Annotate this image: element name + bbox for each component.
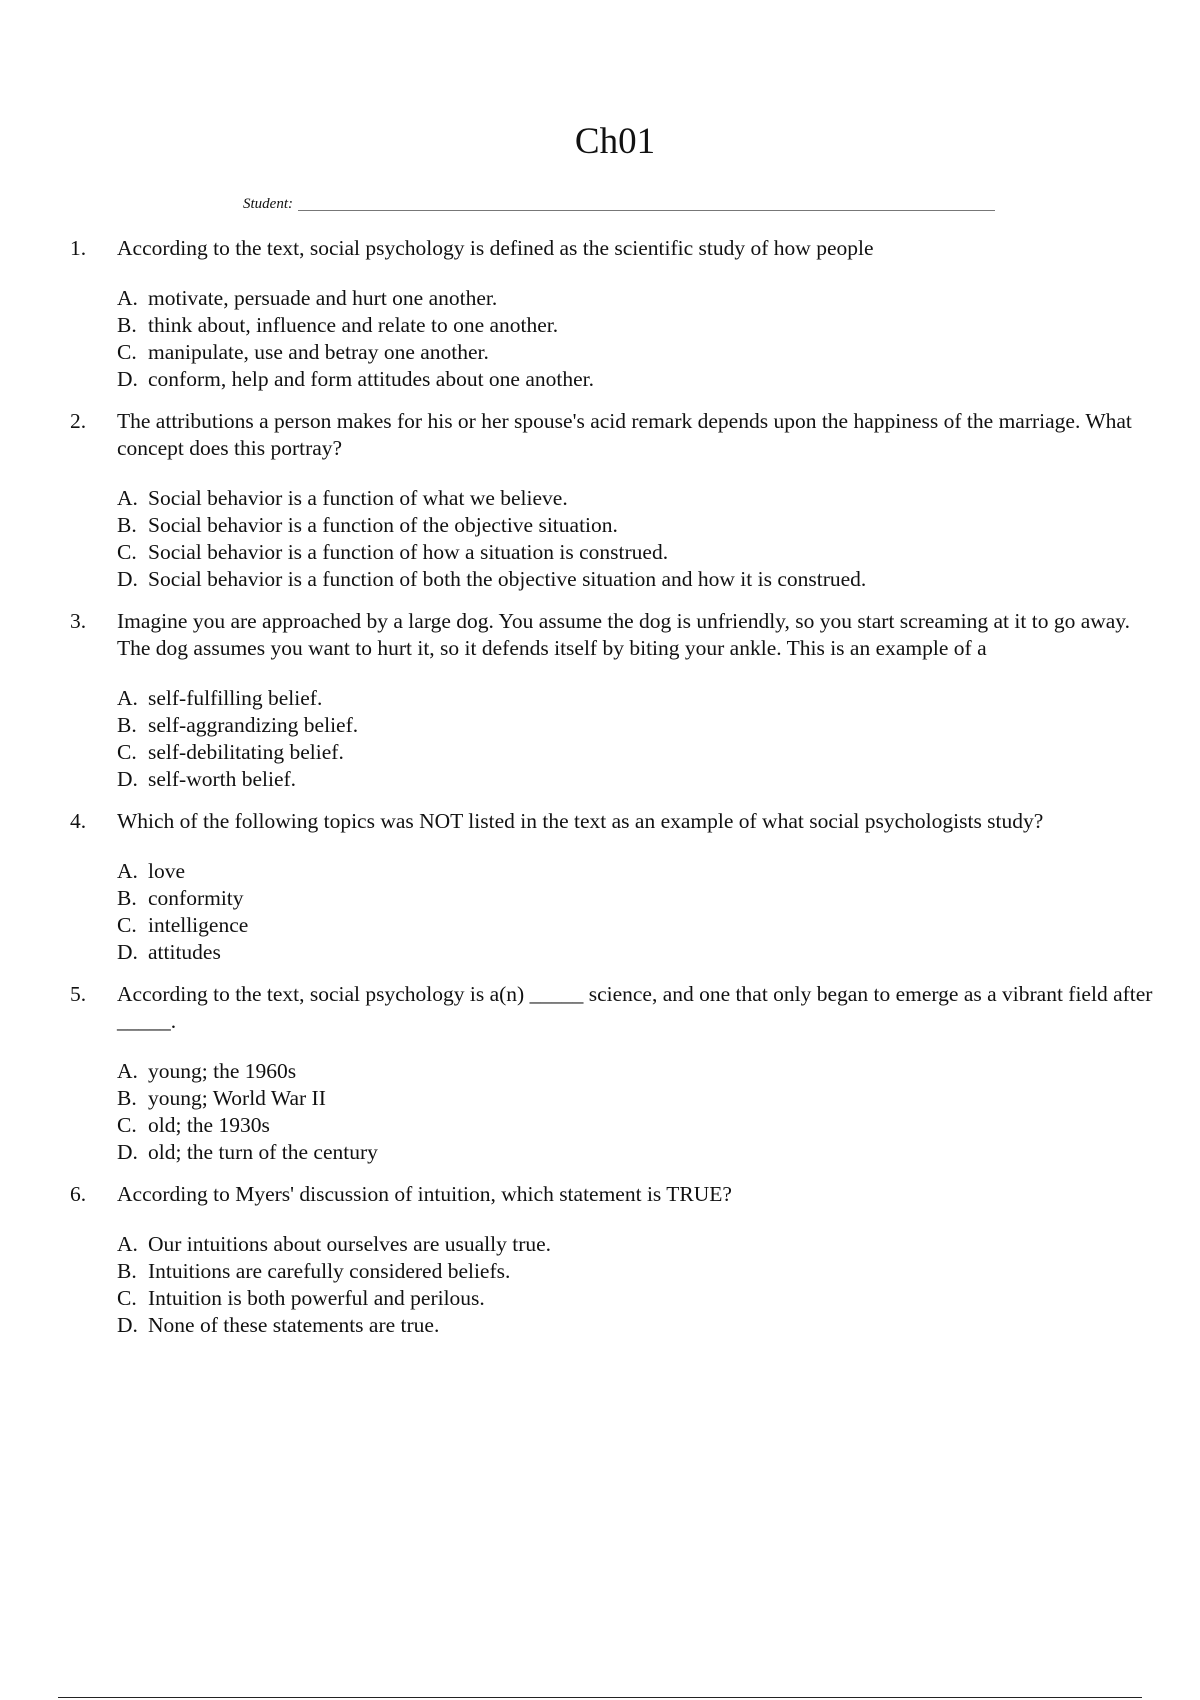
answer-options [117,685,1160,793]
question-text: According to the text, social psychology is defined as the scientific study of how people [117,236,874,260]
option-text: Intuition is both powerful and perilous. [148,1286,485,1310]
answer-options [117,485,1160,593]
option-text: conformity [148,886,244,910]
option-letter: C. [117,540,137,564]
answer-option [117,1085,1160,1112]
option-text: None of these statements are true. [148,1313,440,1337]
option-letter: A. [117,1232,138,1256]
option-letter: A. [117,286,138,310]
option-text: self-aggrandizing belief. [148,713,359,737]
option-letter: B. [117,1259,137,1283]
answer-options [117,858,1160,966]
option-text: think about, influence and relate to one another. [148,313,559,337]
answer-option [117,1058,1160,1085]
option-text: self-fulfilling belief. [148,686,323,710]
option-letter: C. [117,1286,137,1310]
question-list [70,235,1160,1354]
option-text: Social behavior is a function of how a situation is construed. [148,540,669,564]
question-item [70,608,1160,793]
question-item [70,981,1160,1166]
student-label: Student: [243,196,293,212]
option-text: love [148,859,186,883]
answer-option [117,512,1160,539]
answer-option [117,885,1160,912]
question-number: 4. [70,809,87,833]
question-number: 1. [70,236,87,260]
option-text: intelligence [148,913,249,937]
question-number: 3. [70,609,87,633]
answer-option [117,1231,1160,1258]
answer-options [117,1231,1160,1339]
answer-option [117,1139,1160,1166]
option-text: Intuitions are carefully considered beliefs. [148,1259,511,1283]
option-text: conform, help and form attitudes about one another. [148,367,594,391]
question-text: Which of the following topics was NOT listed in the text as an example of what social psychologists study? [117,809,1044,833]
option-letter: D. [117,1140,138,1164]
answer-option [117,1258,1160,1285]
student-name-row [243,190,995,214]
answer-option [117,858,1160,885]
option-text: self-debilitating belief. [148,740,344,764]
answer-option [117,685,1160,712]
answer-option [117,712,1160,739]
answer-option [117,1285,1160,1312]
option-text: old; the turn of the century [148,1140,378,1164]
option-letter: D. [117,940,138,964]
option-text: attitudes [148,940,221,964]
answer-options [117,285,1160,393]
option-letter: D. [117,567,138,591]
option-letter: B. [117,513,137,537]
answer-option [117,566,1160,593]
option-letter: C. [117,1113,137,1137]
answer-option [117,366,1160,393]
question-item [70,408,1160,593]
option-letter: B. [117,313,137,337]
option-letter: A. [117,686,138,710]
option-letter: A. [117,486,138,510]
answer-option [117,539,1160,566]
option-letter: C. [117,340,137,364]
answer-option [117,766,1160,793]
answer-option [117,1112,1160,1139]
question-text: According to the text, social psychology is a(n) _____ science, and one that only began to emerge as a vibrant field after _____. [117,982,1153,1033]
answer-option [117,485,1160,512]
option-text: Social behavior is a function of the objective situation. [148,513,618,537]
question-number: 5. [70,982,87,1006]
question-item [70,1181,1160,1339]
option-letter: C. [117,913,137,937]
option-letter: A. [117,859,138,883]
answer-option [117,312,1160,339]
option-text: Social behavior is a function of what we believe. [148,486,568,510]
question-item [70,808,1160,966]
answer-option [117,739,1160,766]
answer-option [117,939,1160,966]
student-name-line [298,194,995,211]
option-text: old; the 1930s [148,1113,270,1137]
page-footer-rule [58,1697,1142,1698]
question-text: According to Myers' discussion of intuition, which statement is TRUE? [117,1182,732,1206]
option-text: young; the 1960s [148,1059,297,1083]
option-letter: B. [117,1086,137,1110]
option-letter: A. [117,1059,138,1083]
option-text: Our intuitions about ourselves are usually true. [148,1232,552,1256]
option-letter: D. [117,1313,138,1337]
option-text: self-worth belief. [148,767,297,791]
option-letter: B. [117,886,137,910]
option-letter: D. [117,367,138,391]
answer-option [117,1312,1160,1339]
question-number: 2. [70,409,87,433]
answer-option [117,285,1160,312]
option-text: young; World War II [148,1086,326,1110]
question-text: Imagine you are approached by a large dog. You assume the dog is unfriendly, so you start screaming at it to go away. The dog assumes you want to hurt it, so it defends itself by biting your ankle. This is an example of a [117,609,1131,660]
question-text: The attributions a person makes for his or her spouse's acid remark depends upon the happiness of the marriage. What concept does this portray? [117,409,1132,460]
answer-option [117,912,1160,939]
question-item [70,235,1160,393]
option-text: manipulate, use and betray one another. [148,340,489,364]
option-text: motivate, persuade and hurt one another. [148,286,498,310]
question-number: 6. [70,1182,87,1206]
page-title: Ch01 [574,121,656,162]
answer-option [117,339,1160,366]
option-letter: D. [117,767,138,791]
option-letter: C. [117,740,137,764]
option-text: Social behavior is a function of both the objective situation and how it is construed. [148,567,867,591]
answer-options [117,1058,1160,1166]
option-letter: B. [117,713,137,737]
